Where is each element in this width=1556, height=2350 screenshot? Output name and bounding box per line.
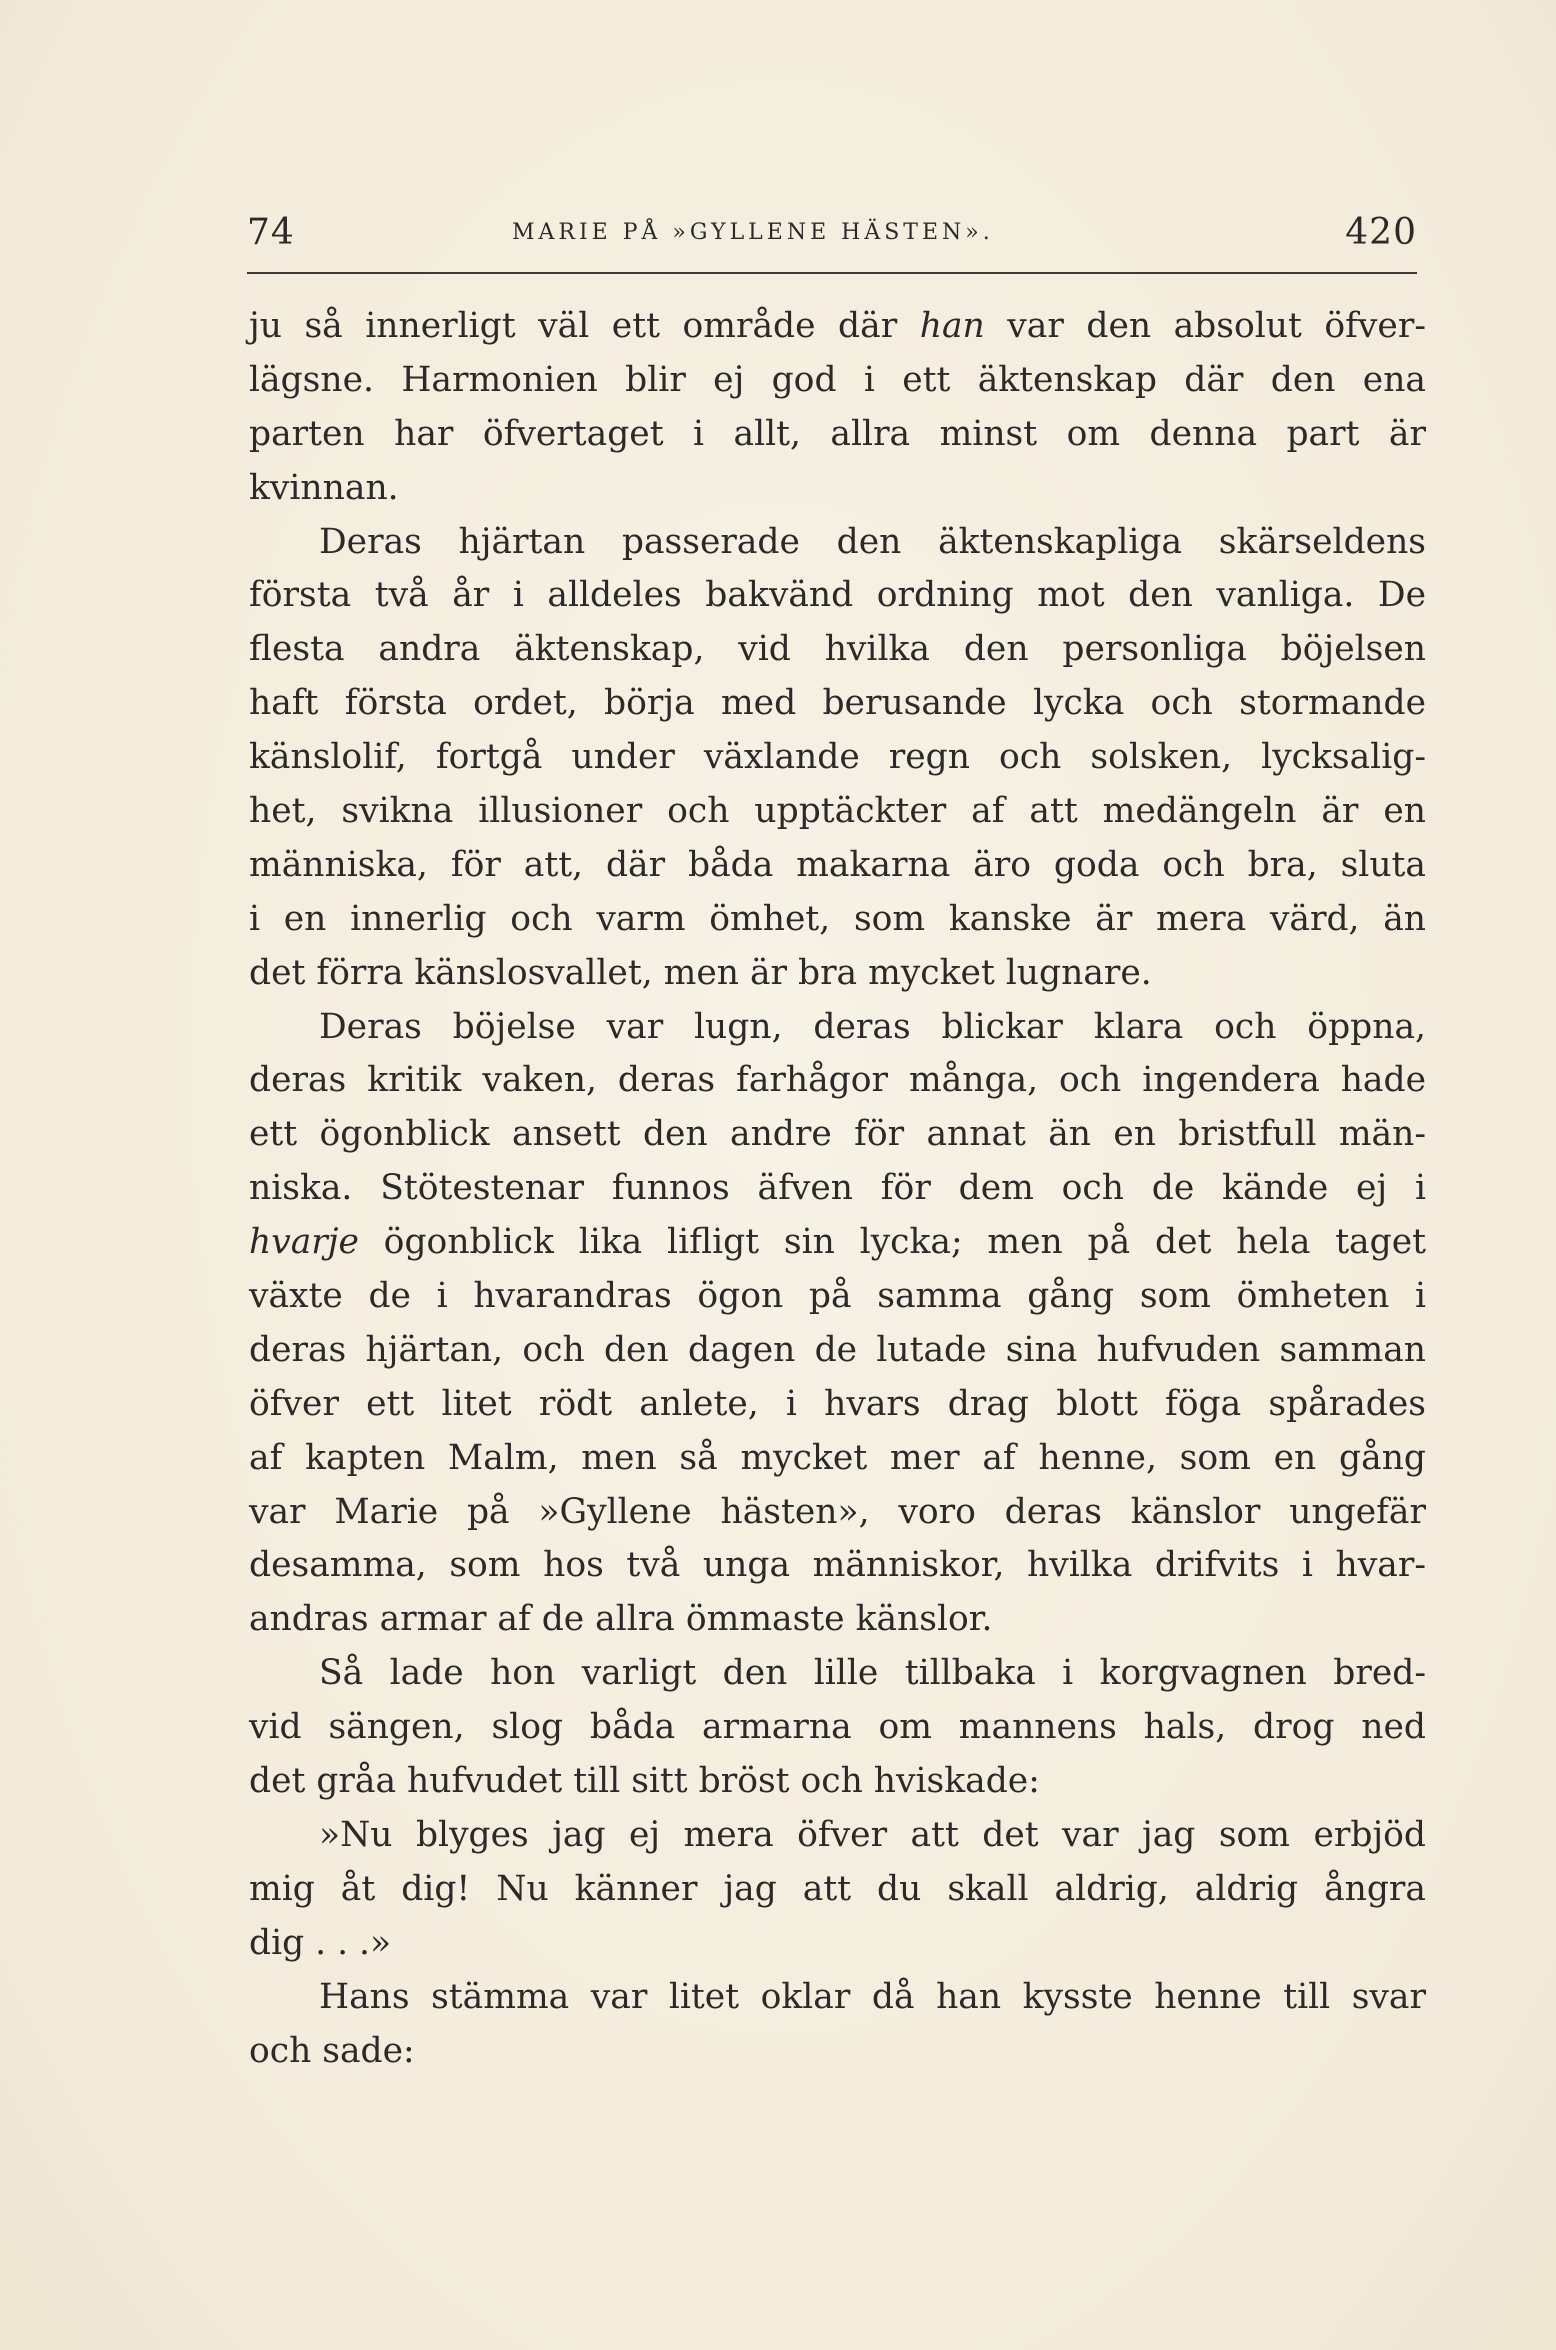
text-line: desamma, som hos två unga människor, hvilka drifvits i hvar- <box>249 1545 1426 1586</box>
text-line: deras hjärtan, och den dagen de lutade sina hufvuden samman <box>249 1329 1426 1370</box>
text-line: människa, för att, där båda makarna äro goda och bra, sluta <box>249 844 1426 885</box>
text-line: Deras böjelse var lugn, deras blickar klara och öppna, <box>319 1006 1426 1047</box>
text-line: och sade: <box>249 2030 415 2071</box>
text-line: flesta andra äktenskap, vid hvilka den personliga böjelsen <box>249 629 1426 670</box>
text-line: ju så innerligt väl ett område där han var den absolut öfver- <box>249 306 1426 346</box>
text-line: ett ögonblick ansett den andre för annat än en bristfull män- <box>249 1114 1426 1155</box>
text-line: af kapten Malm, men så mycket mer af henne, som en gång <box>249 1437 1426 1478</box>
text-line: det gråa hufvudet till sitt bröst och hviskade: <box>249 1761 1040 1802</box>
text-line: het, svikna illusioner och upptäckter af att medängeln är en <box>249 791 1426 832</box>
text-line: det förra känslosvallet, men är bra mycket lugnare. <box>249 952 1152 993</box>
text-line: haft första ordet, börja med berusande lycka och stormande <box>249 683 1426 724</box>
header-rule <box>247 272 1417 274</box>
text-line: Så lade hon varligt den lille tillbaka i korgvagnen bred- <box>319 1653 1426 1694</box>
text-line: »Nu blyges jag ej mera öfver att det var jag som erbjöd <box>319 1814 1426 1855</box>
text-line: andras armar af de allra ömmaste känslor. <box>249 1599 993 1640</box>
text-line: känslolif, fortgå under växlande regn och solsken, lycksalig- <box>249 737 1426 778</box>
text-line: vid sängen, slog båda armarna om mannens hals, drog ned <box>249 1707 1426 1748</box>
text-line: var Marie på »Gyllene hästen», voro deras känslor ungefär <box>249 1491 1426 1532</box>
text-line: lägsne. Harmonien blir ej god i ett äktenskap där den ena <box>249 359 1426 400</box>
page-number: 74 <box>247 212 295 253</box>
text-line: parten har öfvertaget i allt, allra minst om denna part är <box>249 413 1426 454</box>
emphasis: hvarje <box>249 1222 359 1263</box>
text-line: hvarje ögonblick lika lifligt sin lycka; men på det hela taget <box>249 1222 1426 1263</box>
text-line: kvinnan. <box>249 467 399 508</box>
text-line: dig . . .» <box>249 1922 392 1963</box>
sheet-number: 420 <box>1345 212 1417 253</box>
text-line: Deras hjärtan passerade den äktenskapliga skärseldens <box>319 521 1426 562</box>
text-line: niska. Stötestenar funnos äfven för dem och de kände ej i <box>249 1168 1426 1209</box>
running-header <box>247 200 1417 260</box>
running-title: MARIE PÅ »GYLLENE HÄSTEN». <box>512 220 994 245</box>
text-line: öfver ett litet rödt anlete, i hvars drag blott föga spårades <box>249 1383 1426 1424</box>
text-line: deras kritik vaken, deras farhågor många, och ingendera hade <box>249 1060 1426 1101</box>
text-line: växte de i hvarandras ögon på samma gång som ömheten i <box>249 1276 1426 1317</box>
body-text <box>249 300 1426 2078</box>
text-line: i en innerlig och varm ömhet, som kanske är mera värd, än <box>249 898 1426 939</box>
text-line: Hans stämma var litet oklar då han kysste henne till svar <box>319 1976 1426 2017</box>
text-line: mig åt dig! Nu känner jag att du skall aldrig, aldrig ångra <box>249 1868 1426 1909</box>
text-line: första två år i alldeles bakvänd ordning mot den vanliga. De <box>249 575 1426 616</box>
emphasis: han <box>919 306 985 346</box>
